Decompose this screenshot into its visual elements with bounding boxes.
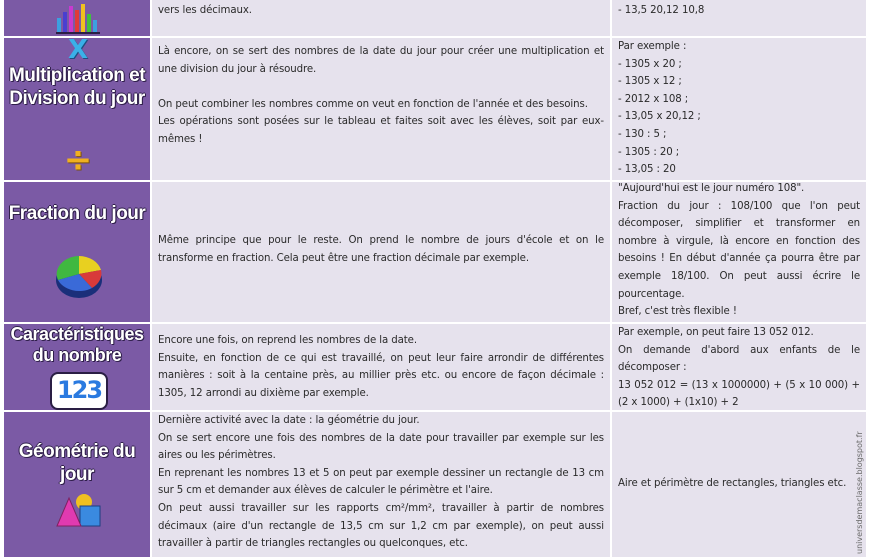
- table-row-decimaux: [4, 0, 866, 38]
- table-row-multiplication: [4, 35, 866, 182]
- description-text: Même principe que pour le reste. On prend le nombre de jours d'école et on le transforme en fraction. Cela peut être une fraction décimale par exemple.: [158, 235, 604, 264]
- description-cell: [152, 0, 612, 38]
- table-row-caracteristiques: [4, 324, 866, 412]
- row-header-decimaux: [4, 0, 152, 38]
- blog-watermark: universdemaclasse.blogspot.fr: [855, 431, 864, 554]
- table-row-geometrie: [4, 412, 866, 559]
- number-badge-icon: 123: [50, 372, 108, 410]
- example-cell: [612, 412, 866, 559]
- row-title: Géométrie du jour: [18, 441, 136, 485]
- example-text: Par exemple : - 1305 x 20 ; - 1305 x 12 ; - 2012 x 108 ; - 13,05 x 20,12 ; - 130 : 5 ; - 1305 : 20 ; - 13,05 : 20: [618, 41, 701, 176]
- example-text: "Aujourd'hui est le jour numéro 108". Fraction du jour : 108/100 que l'on peut décomposer, simplifier et transformer en nombre à virgule, là encore en fonction des besoins ! En début d'année ça pourra être par exemple 18/100. On peut aussi écrire le pourcentage. Bref, c'est très flexible !: [618, 183, 860, 318]
- multiply-icon: X: [67, 35, 89, 65]
- description-cell: [152, 182, 612, 324]
- row-header-caracteristiques: [4, 324, 152, 412]
- bar-chart-icon: [56, 4, 102, 34]
- description-text: Dernière activité avec la date : la géométrie du jour. On se sert encore une fois des nombres de la date pour travailler par exemple sur les aires ou les périmètres. En reprenant les nombres 13 et 5 on peut par exemple dessiner un rectangle de 13 cm sur 5 cm et demander aux élèves de calculer le périmètre et l'aire. On peut aussi travailler sur les rapports cm²/mm², travailler à partir de nombres décimaux (aire d'un rectangle de 13,5 cm sur 1,2 cm par exemple), on peut aussi travailler à partir de triangles rectangles ou quelconques, etc.: [158, 415, 604, 550]
- activities-table: [4, 0, 866, 559]
- description-cell: [152, 324, 612, 412]
- description-text: Là encore, on se sert des nombres de la date du jour pour créer une multiplication et une division du jour à résoudre. On peut combiner les nombres comme on veut en fonction de l'année et des besoins. Les opérations sont posées sur le tableau et faites soit avec les élèves, soit par eux-mêmes !: [158, 46, 604, 145]
- row-title: Caractéristiques du nombre: [10, 324, 144, 365]
- table-row-fraction: [4, 182, 866, 324]
- description-cell: [152, 38, 612, 182]
- example-text: - 13,5 20,12 10,8: [618, 5, 705, 16]
- description-cell: [152, 412, 612, 559]
- row-title: Multiplication et Division du jour: [8, 65, 146, 109]
- example-cell: [612, 38, 866, 182]
- row-header-multiplication: [4, 35, 152, 182]
- row-header-geometrie: [4, 412, 152, 559]
- description-text: Encore une fois, on reprend les nombres de la date. Ensuite, en fonction de ce qui est travaillé, on peut leur faire arrondir de différentes manières : soit à la centaine près, au millier près etc. ou encore de façon décimale : 1305, 12 arrondi au dixième par exemple.: [158, 335, 604, 399]
- example-text: Aire et périmètre de rectangles, triangles etc.: [618, 478, 847, 489]
- divide-icon: ÷: [63, 140, 93, 180]
- example-cell: [612, 324, 866, 412]
- example-cell: [612, 182, 866, 324]
- shapes-icon: [54, 492, 104, 528]
- description-text: vers les décimaux.: [158, 5, 252, 16]
- example-text: Par exemple, on peut faire 13 052 012. On demande d'abord aux enfants de le décomposer : 13 052 012 = (13 x 1000000) + (5 x 10 000) + (2 x 1000) + (1x10) + 2: [618, 327, 860, 409]
- example-cell: [612, 0, 866, 38]
- row-header-fraction: [4, 182, 152, 324]
- row-title: Fraction du jour: [8, 203, 146, 224]
- pie-chart-icon: [54, 252, 104, 300]
